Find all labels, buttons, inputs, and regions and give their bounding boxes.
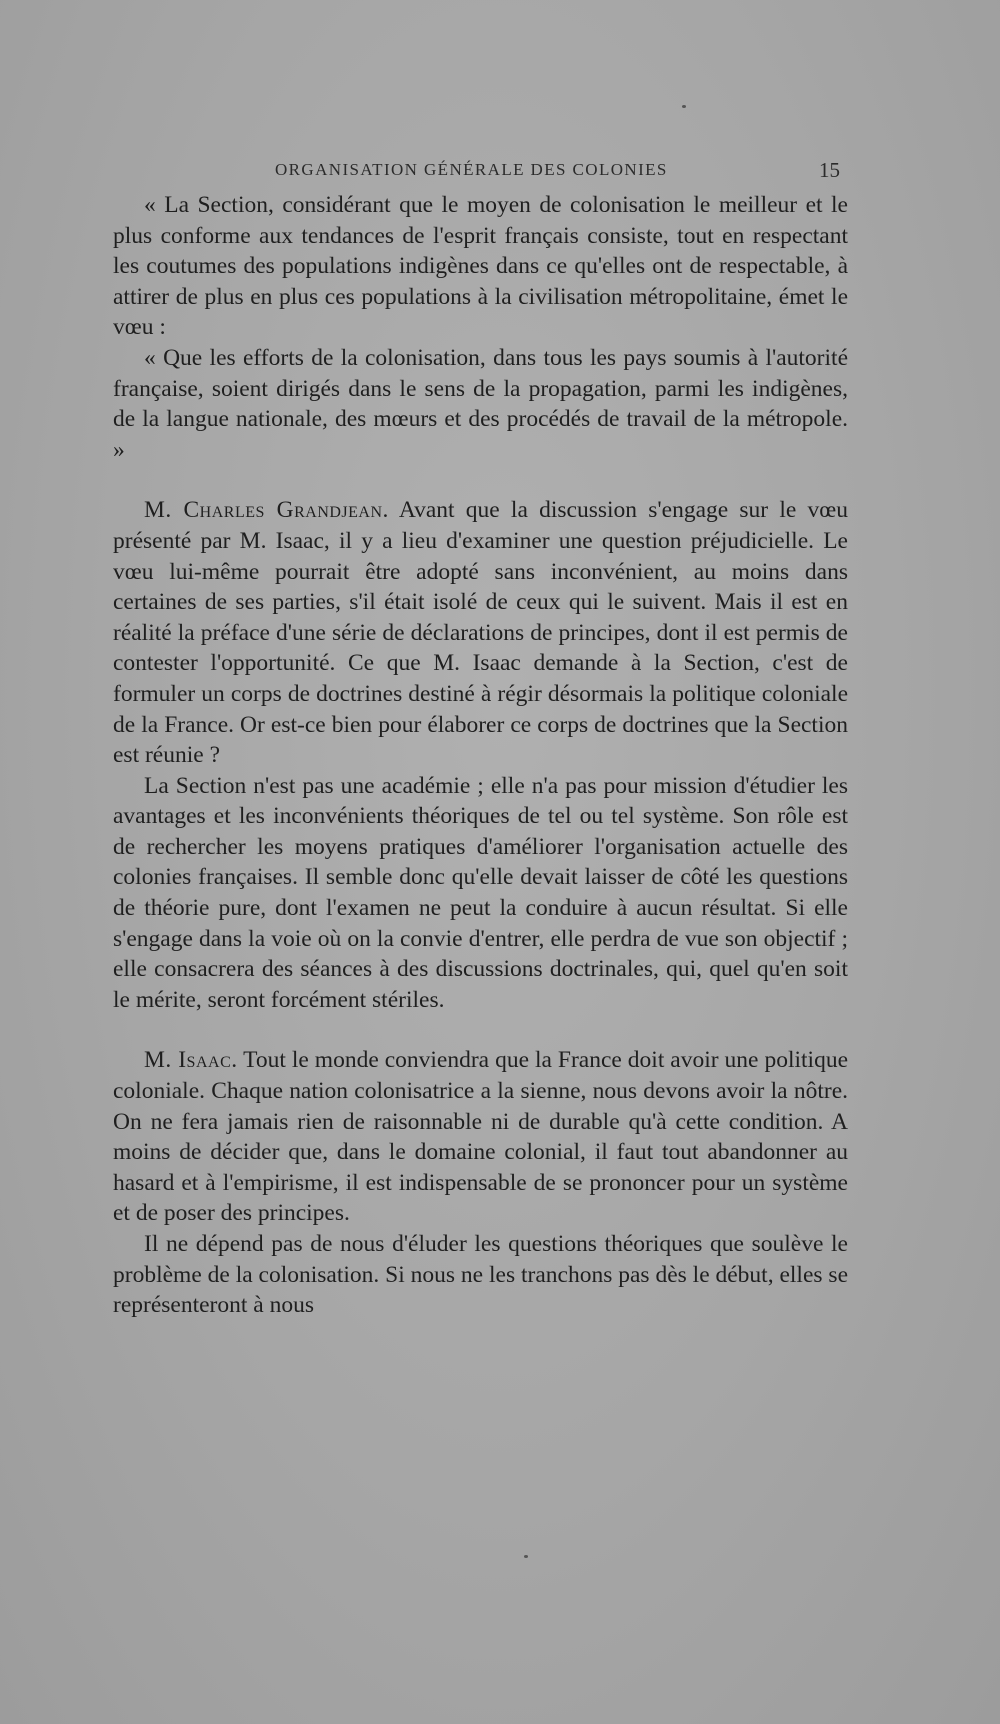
paragraph (113, 190, 848, 343)
page-header (275, 158, 840, 186)
paragraph (113, 343, 848, 465)
speaker-name: M. Isaac. (144, 1047, 238, 1074)
paragraph-text: « La Section, considérant que le moyen de colonisation le meilleur et le plus conforme aux tendances de l'esprit français consiste, tout en respectant les coutumes des populations indigènes dans ce qu'elles ont de respectable, à attirer de plus en plus ces populations à la civilisation métropolitaine, émet le vœu : (113, 192, 848, 341)
paragraph-text: La Section n'est pas une académie ; elle n'a pas pour mission d'étudier les avantages et les inconvénients théoriques de tel ou tel système. Son rôle est de rechercher les moyens pratiques d'améliorer l'organisation actuelle des colonies françaises. Il semble donc qu'elle devait laisser de côté les questions de théorie pure, dont l'examen ne peut la conduire à aucun résultat. Si elle s'engage dans la voie où on la convie d'entrer, elle perdra de vue son objectif ; elle consacrera des séances à des discussions doctrinales, qui, quel qu'en soit le mérite, seront forcément stériles. (113, 772, 848, 1013)
paragraph-text: Avant que la discussion s'engage sur le vœu présenté par M. Isaac, il y a lieu d'examiner une question préjudicielle. Le vœu lui-même pourrait être adopté sans inconvénient, au moins dans certaines de ses parties, s'il était isolé de ceux qui le suivent. Mais il est en réalité la préface d'une série de déclarations de principes, dont il est permis de contester l'opportunité. Ce que M. Isaac demande à la Section, c'est de formuler un corps de doctrines destiné à régir désormais la politique coloniale de la France. Or est-ce bien pour élaborer ce corps de doctrines que la Section est réunie ? (113, 497, 848, 769)
paragraph (113, 495, 848, 770)
paragraph-text: « Que les efforts de la colonisation, dans tous les pays soumis à l'autorité française, soient dirigés dans le sens de la propagation, parmi les indigènes, de la langue nationale, des mœurs et des procédés de travail de la métropole. » (113, 344, 848, 463)
paragraph (113, 771, 848, 1016)
paragraph (113, 1229, 848, 1321)
page-number: 15 (819, 158, 840, 182)
paragraph (113, 1045, 848, 1229)
paragraph-text: Tout le monde conviendra que la France doit avoir une politique coloniale. Chaque nation colonisatrice a la sienne, nous devons avoir la nôtre. On ne fera jamais rien de raisonnable ni de durable qu'à cette condition. A moins de décider que, dans le domaine colonial, il faut tout abandonner au hasard et à l'empirisme, il est indispensable de se prononcer pour un système et de poser des principes. (113, 1047, 848, 1227)
running-title: ORGANISATION GÉNÉRALE DES COLONIES (275, 160, 668, 179)
speaker-name: M. Charles Grandjean. (144, 497, 389, 524)
paragraph-text: Il ne dépend pas de nous d'éluder les questions théoriques que soulève le problème de la colonisation. Si nous ne les tranchons pas dès le début, elles se représenteront à nous (113, 1231, 848, 1319)
paper-speck (524, 1555, 528, 1558)
body-text (113, 190, 848, 1321)
paper-speck (682, 105, 686, 108)
